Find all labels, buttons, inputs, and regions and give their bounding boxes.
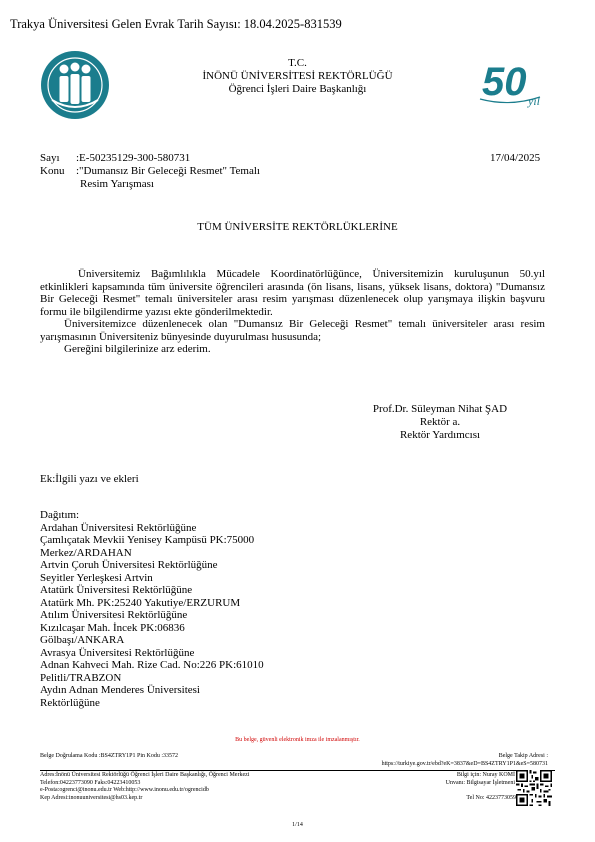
distribution-line: Aydın Adnan Menderes Üniversitesi [40, 684, 200, 696]
body-paragraph-1: Üniversitemiz Bağımlılıkla Mücadele Koordinatörlüğünce, Üniversitemizin kuruluşunun 50.yıl etkinlikleri kapsamında tüm üniversite öğrencileri arasında (ön lisans, lisans, yüksek lisans, doktora) "Dumansız Bir Geleceği Resmet" temalı üniversiteler arası resim yarışması düzenlenecek olup yarışmaya ilişkin başvuru formu ile bilgilendirme yazısı ekte gönderilmektedir. [40, 268, 545, 318]
distribution-list [40, 509, 264, 709]
distribution-line: Pelitli/TRABZON [40, 671, 122, 684]
footer-address: Adres:İnönü Üniversitesi Rektörlüğü Öğrenci İşleri Daire Başkanlığı, Öğrenci Merkezi [40, 772, 250, 778]
body-paragraph-2: Üniversitemizce düzenlenecek olan "Dumansız Bir Geleceği Resmet" temalı üniversiteler arası resim yarışmasının Üniversiteniz bünyesinde duyurulması hususunda; [40, 318, 545, 343]
footer-info [395, 772, 515, 787]
distribution-line: Avrasya Üniversitesi Rektörlüğüne [40, 646, 195, 659]
addressee: TÜM ÜNİVERSİTE REKTÖRLÜKLERİNE [197, 221, 398, 233]
info-contact: Bilgi için: Nuray KOMİ [456, 772, 515, 778]
signer-name: Prof.Dr. Süleyman Nihat ŞAD [372, 403, 508, 415]
distribution-line: Merkez/ARDAHAN [40, 546, 132, 559]
page-number: 1/14 [292, 822, 303, 828]
sayi-label: Sayı [40, 152, 60, 164]
distribution-line: Çamlıçatak Mevkii Yenisey Kampüsü PK:75000 [40, 534, 255, 546]
header-department: Öğrenci İşleri Daire Başkanlığı [228, 83, 367, 95]
footer-email-web[interactable]: e-Posta:ogrenci@inonu.edu.tr Web:http://www.inonu.edu.tr/ogrencidb [40, 787, 209, 793]
signer-title-2: Rektör Yardımcısı [399, 429, 481, 441]
konu-value-cont: Resim Yarışması [80, 178, 154, 190]
document-date: 17/04/2025 [490, 152, 541, 164]
letter-body [40, 268, 545, 356]
header-university: İNÖNÜ ÜNİVERSİTESİ REKTÖRLÜĞÜ [202, 70, 393, 82]
distribution-line: Atatürk Üniversitesi Rektörlüğüne [40, 584, 193, 596]
footer-kep: Kep Adresi:inonuuniversitesi@hs03.kep.tr [40, 794, 143, 801]
distribution-line: Adnan Kahveci Mah. Rize Cad. No:226 PK:61010 [40, 659, 264, 671]
distribution-line: Atatürk Mh. PK:25240 Yakutiye/ERZURUM [40, 596, 241, 609]
header-tc: T.C. [288, 57, 307, 69]
konu-label: Konu [40, 165, 65, 177]
konu-value: :"Dumansız Bir Geleceği Resmet" Temalı [76, 165, 260, 177]
distribution-line: Ardahan Üniversitesi Rektörlüğüne [40, 521, 197, 534]
attachment-note: Ek:İlgili yazı ve ekleri [40, 473, 139, 485]
distribution-label: Dağıtım: [40, 509, 80, 521]
info-phone: Tel No: 4223773059 [466, 795, 516, 801]
distribution-line: Seyitler Yerleşkesi Artvin [40, 571, 153, 584]
distribution-line: Rektörlüğüne [40, 696, 100, 709]
distribution-line: Gölbaşı/ANKARA [40, 634, 125, 646]
logo-number: 50 [482, 60, 527, 104]
document-meta [40, 152, 310, 191]
verification-code: Belge Doğrulama Kodu :BS4ZTRY1P1 Pin Kodu :33572 [40, 753, 178, 759]
sayi-value: :E-50235129-300-580731 [76, 152, 191, 164]
distribution-line: Kızılcaşar Mah. İncek PK:06836 [40, 621, 185, 634]
tracking-label: Belge Takip Adresi : [498, 753, 548, 759]
tracking-address [320, 753, 548, 768]
konu-indent [40, 178, 76, 191]
qr-code-icon [516, 770, 552, 806]
distribution-line: Artvin Çoruh Üniversitesi Rektörlüğüne [40, 559, 218, 571]
info-title: Unvanı: Bilgisayar İşletmeni [445, 779, 515, 786]
footer-contact [40, 772, 249, 802]
e-signature-note: Bu belge, güvenli elektronik imza ile imzalanmıştır. [235, 737, 360, 743]
signature-block [340, 403, 540, 442]
distribution-line: Atılım Üniversitesi Rektörlüğüne [40, 609, 188, 621]
signer-title-1: Rektör a. [419, 416, 461, 428]
letterhead [0, 57, 595, 96]
footer-phone: Telefon:04223773090 Faks:04223410053 [40, 779, 141, 786]
incoming-document-stamp: Trakya Üniversitesi Gelen Evrak Tarih Sayısı: 18.04.2025-831539 [10, 17, 342, 31]
footer-divider [40, 770, 555, 771]
body-paragraph-3: Gereğini bilgilerinize arz ederim. [64, 343, 211, 355]
tracking-url-link[interactable]: https://turkiye.gov.tr/ebd?eK=3837&eD=BS4ZTRY1P1&eS=580731 [381, 760, 548, 767]
logo-caption: yıl [528, 94, 540, 108]
